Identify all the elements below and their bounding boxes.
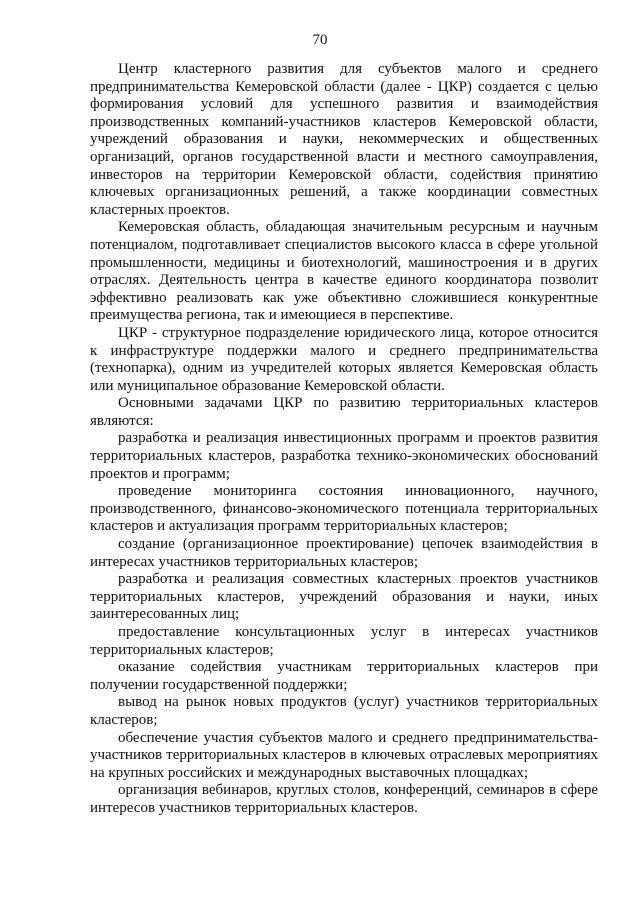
task-item: обеспечение участия субъектов малого и среднего предпринимательства-участников территориальных кластеров в ключевых отраслевых мероприятиях на крупных российских и международных выставочных площадках; [90,729,598,781]
page-number: 70 [312,32,328,48]
task-item: предоставление консультационных услуг в интересах участников территориальных кластеров; [90,624,598,658]
paragraph-tasks-heading: Основными задачами ЦКР по развитию территориальных кластеров являются: [90,395,598,429]
body-text [90,61,598,818]
task-item: организация вебинаров, круглых столов, конференций, семинаров в сфере интересов участников территориальных кластеров. [90,782,598,816]
task-item: разработка и реализация инвестиционных программ и проектов развития территориальных кластеров, разработка технико-экономических обоснований проектов и программ; [90,430,598,482]
task-item: создание (организационное проектирование) цепочек взаимодействия в интересах участников территориальных кластеров; [90,536,598,570]
paragraph-region: Кемеровская область, обладающая значительным ресурсным и научным потенциалом, подготавливает специалистов высокого класса в сфере угольной промышленности, медицины и биотехнологий, машиностроения и в других отраслях. Деятельность центра в качестве единого координатора позволит эффективно реализовать как уже объективно сложившиеся конкурентные преимущества региона, так и имеющиеся в перспективе. [90,219,598,324]
task-item: проведение мониторинга состояния инновационного, научного, производственного, финансово-экономического потенциала территориальных кластеров и актуализация программ территориальных кластеров; [90,483,598,535]
paragraph-intro: Центр кластерного развития для субъектов малого и среднего предпринимательства Кемеровской области (далее - ЦКР) создается с целью формирования условий для успешного развития и взаимодействия производственных компаний-участников кластеров Кемеровской области, учреждений образования и науки, некоммерческих и общественных организаций, органов государственной власти и местного самоуправления, инвесторов на территории Кемеровской области, содействия принятию ключевых организационных решений, а также координации совместных кластерных проектов. [90,61,598,218]
task-item: оказание содействия участникам территориальных кластеров при получении государственной поддержки; [90,659,598,693]
task-item: разработка и реализация совместных кластерных проектов участников территориальных кластеров, учреждений образования и науки, иных заинтересованных лиц; [90,571,598,623]
paragraph-ckr-definition: ЦКР - структурное подразделение юридического лица, которое относится к инфраструктуре поддержки малого и среднего предпринимательства (технопарка), одним из учредителей которых является Кемеровская область или муниципальное образование Кемеровской области. [90,324,598,394]
task-item: вывод на рынок новых продуктов (услуг) участников территориальных кластеров; [90,694,598,728]
